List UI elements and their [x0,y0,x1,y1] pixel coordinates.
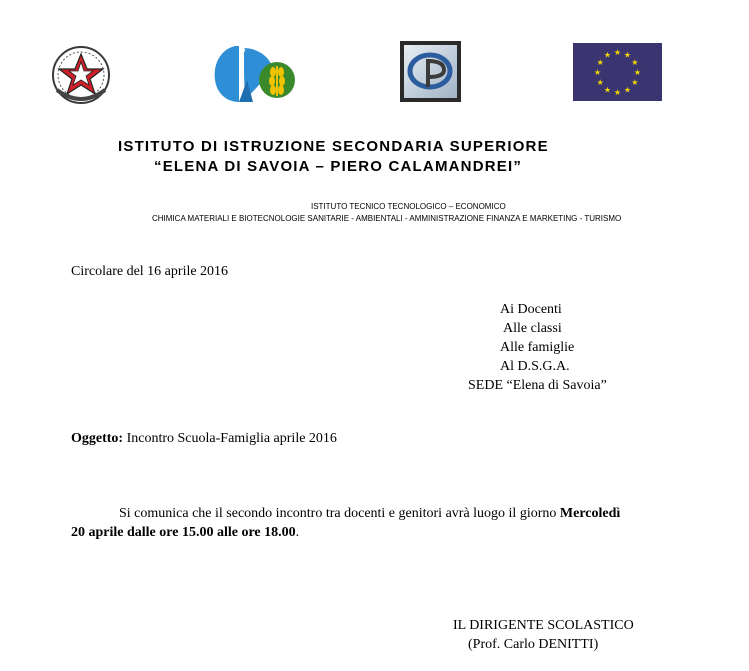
eu-star-icon: ★ [603,85,612,95]
eu-star-icon: ★ [603,50,612,60]
eu-star-icon: ★ [613,48,622,57]
institute-name: ISTITUTO DI ISTRUZIONE SECONDARIA SUPERIORE [118,138,549,155]
subject-text: Incontro Scuola-Famiglia aprile 2016 [123,431,337,446]
eu-star-icon: ★ [633,68,642,77]
body-line-1 [119,506,620,522]
eu-star-icon: ★ [596,78,604,87]
recipient-1: Ai Docenti [500,302,562,317]
institute-type: ISTITUTO TECNICO TECNOLOGICO – ECONOMICO [311,202,506,211]
recipient-4: Al D.S.G.A. [500,359,570,374]
institute-courses: CHIMICA MATERIALI E BIOTECNOLOGIE SANITARIE - AMBIENTALI - AMMINISTRAZIONE FINANZA E MARKETING - TURISMO [152,214,622,223]
eu-flag [573,43,662,101]
eu-star-icon: ★ [593,68,602,77]
body-line-2 [71,525,299,541]
subject-line [71,431,337,447]
subject-label: Oggetto: [71,431,124,446]
circular-date: Circolare del 16 aprile 2016 [71,264,229,279]
italian-republic-emblem [47,42,115,110]
cp-logo [400,41,461,102]
eu-star-icon: ★ [623,85,632,95]
recipient-2: Alle classi [503,321,562,336]
body-text: Si comunica che il secondo incontro tra docenti e genitori avrà luogo il giorno [119,506,560,521]
school-logo [213,44,297,106]
signature-role: IL DIRIGENTE SCOLASTICO [453,618,634,633]
signature-name: (Prof. Carlo DENITTI) [468,637,599,652]
institute-subname: “ELENA DI SAVOIA – PIERO CALAMANDREI” [154,158,523,175]
body-end: . [295,525,300,540]
eu-star-icon: ★ [631,58,639,67]
eu-star-icon: ★ [596,58,604,67]
recipient-5: SEDE “Elena di Savoia” [468,378,607,393]
body-day: Mercoledì [559,506,621,521]
eu-star-icon: ★ [623,50,632,60]
body-datetime: 20 aprile dalle ore 15.00 alle ore 18.00 [71,525,296,540]
recipient-3: Alle famiglie [500,340,575,355]
eu-star-icon: ★ [631,78,639,87]
eu-star-icon: ★ [613,88,622,97]
